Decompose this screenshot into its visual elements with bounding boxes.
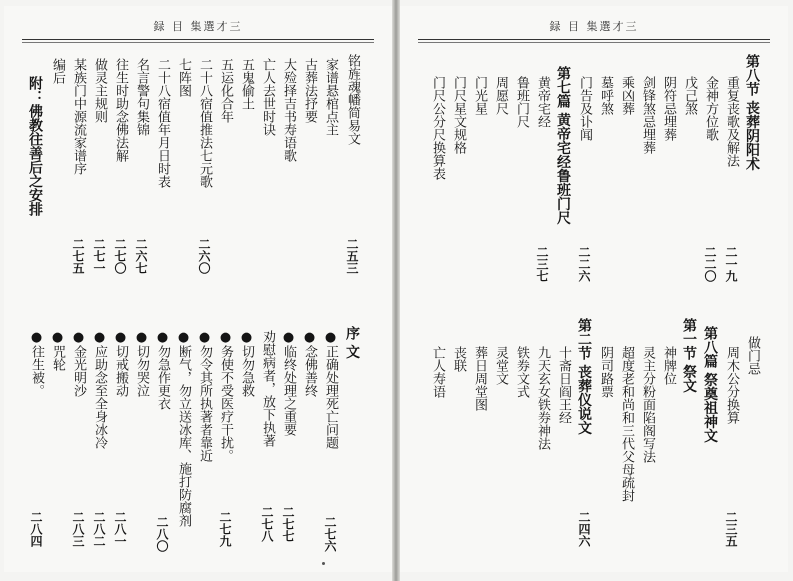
section-bianhou: 编后 <box>50 58 65 84</box>
toc-page-number: 二三五 <box>724 511 738 547</box>
toc-entry: ●务使不受医疗干扰。 <box>218 330 233 462</box>
toc-entry: 做门忌 <box>745 336 760 375</box>
toc-entry: 家谱悬棺点主 <box>323 58 338 136</box>
toc-entry: 五鬼偷土 <box>239 58 254 110</box>
toc-entry: 重复丧歌及解法 <box>724 76 739 167</box>
toc-entry: ●正确处理死亡问题 <box>323 330 338 449</box>
toc-entry: ●应助念至全身冰冷 <box>92 330 107 449</box>
toc-page-number: 二七一 <box>92 238 106 274</box>
toc-page-number: 二六七 <box>134 238 148 274</box>
toc-entry: 五运化合年 <box>218 58 233 123</box>
toc-entry: ●临终处理之重要 <box>281 330 296 436</box>
toc-entry: ●咒轮 <box>50 330 65 371</box>
toc-entry: 乘凶葬 <box>619 76 634 115</box>
toc-entry: ●金光明沙 <box>71 330 86 397</box>
toc-page-number: 二八二 <box>92 511 106 547</box>
chapter-heading: 第八篇 祭奠祖神文 <box>702 326 718 443</box>
toc-entry: 十斋日阎王经 <box>556 346 571 424</box>
book-gutter <box>392 0 400 581</box>
toc-page-number: 二六〇 <box>197 238 211 274</box>
section-heading: 第二节 丧葬仪说文 <box>576 318 592 435</box>
toc-page-number: 二七九 <box>218 511 232 547</box>
toc-page-number: 二七六 <box>323 516 337 552</box>
toc-entry: 金神方位歌 <box>703 76 718 141</box>
toc-entry: ●断气，勿立送冰库、施打防腐剂 <box>176 330 191 527</box>
toc-entry: 阴符忌埋葬 <box>661 76 676 141</box>
toc-entry: 九天玄女铁券神法 <box>535 346 550 450</box>
toc-entry: 七阵图 <box>176 58 191 97</box>
toc-page-number: 二四六 <box>577 511 591 547</box>
right-page-header: 録 目 集選才三 <box>549 20 639 33</box>
toc-entry: ●勿急作更衣 <box>155 330 170 410</box>
toc-entry: ●切戒搬动 <box>113 330 128 397</box>
toc-entry: 丧联 <box>451 346 466 372</box>
toc-page-number: 二二六 <box>577 246 591 282</box>
toc-entry: 门告及讣闻 <box>577 76 592 141</box>
toc-page-number: 二一九 <box>724 246 738 282</box>
preface-heading: 序 文 <box>344 326 360 359</box>
toc-entry: 黄帝宅经 <box>535 76 550 128</box>
left-page-header: 録 目 集選才三 <box>153 20 243 33</box>
left-page <box>4 6 392 572</box>
toc-entry: 周木公分换算 <box>724 346 739 424</box>
toc-entry: 周愿尺 <box>493 76 508 115</box>
toc-entry: 劝慰病者，放下执著 <box>260 330 275 447</box>
toc-entry: ●往生被。 <box>29 330 44 397</box>
chapter-heading: 第七篇 黄帝宅经鲁班门尺 <box>555 66 571 225</box>
toc-entry: 墓呼煞 <box>598 76 613 115</box>
section-heading: 第一节 祭文 <box>681 318 697 393</box>
toc-entry: ●切勿哭泣 <box>134 330 149 397</box>
toc-entry: 门尺星文规格 <box>451 76 466 154</box>
toc-entry: 门尺公分尺换算表 <box>430 76 445 180</box>
toc-page-number: 二五三 <box>345 238 359 274</box>
toc-page-number: 二八一 <box>113 511 127 547</box>
header-rule <box>22 39 374 40</box>
toc-entry: 超度老和尚和三代父母疏封 <box>619 346 634 502</box>
appendix-title: 附：佛教往善后之安排 <box>27 76 43 216</box>
toc-page-number: 二八三 <box>71 511 85 547</box>
toc-entry: 铭旌魂幡简易文 <box>345 54 360 145</box>
toc-entry: ●念佛善终 <box>302 330 317 397</box>
toc-entry: 灵堂文 <box>493 346 508 385</box>
toc-entry: 二十八宿值推法七元歌 <box>197 58 212 188</box>
toc-entry: 灵主分粉面陷阁写法 <box>640 346 655 463</box>
toc-entry: ●切勿急救 <box>239 330 254 397</box>
toc-entry: 戊己煞 <box>682 76 697 115</box>
header-rule-thin <box>418 42 770 43</box>
toc-entry: 某族门中源流家谱序 <box>71 58 86 175</box>
toc-entry: 大殓择吉书寿语歌 <box>281 58 296 162</box>
header-rule <box>418 39 770 40</box>
section-heading: 第八节 丧葬阴阳术 <box>744 54 760 171</box>
toc-entry: 往生时助念佛法解 <box>113 58 128 162</box>
toc-entry: 门光星 <box>472 76 487 115</box>
scan-speck <box>322 562 325 565</box>
toc-entry: 剑锋煞忌埋葬 <box>640 76 655 154</box>
header-rule-thin <box>22 42 374 43</box>
toc-page-number: 二七八 <box>260 506 274 542</box>
toc-entry: 名言警句集锦 <box>134 58 149 136</box>
toc-entry: 神牌位 <box>661 346 676 385</box>
toc-entry: 二十八宿值年月日时表 <box>155 58 170 188</box>
toc-entry: 亡人去世时诀 <box>260 58 275 136</box>
toc-page-number: 二八四 <box>29 511 43 547</box>
toc-entry: 古葬法抒要 <box>302 58 317 123</box>
right-page <box>400 6 788 572</box>
toc-page-number: 二七五 <box>71 238 85 274</box>
toc-page-number: 二七〇 <box>113 238 127 274</box>
toc-entry: 葬日周堂图 <box>472 346 487 411</box>
toc-page-number: 二三七 <box>535 246 549 282</box>
toc-page-number: 二八〇 <box>155 516 169 552</box>
toc-page-number: 二二〇 <box>703 246 717 282</box>
toc-entry: 做灵主规则 <box>92 58 107 123</box>
toc-entry: 亡人寿语 <box>430 346 445 398</box>
toc-entry: ●勿令其所执著者靠近 <box>197 330 212 462</box>
toc-entry: 铁券文式 <box>514 346 529 398</box>
toc-entry: 鲁班门尺 <box>514 76 529 128</box>
toc-entry: 阴司路票 <box>598 346 613 398</box>
toc-page-number: 二七七 <box>281 506 295 542</box>
